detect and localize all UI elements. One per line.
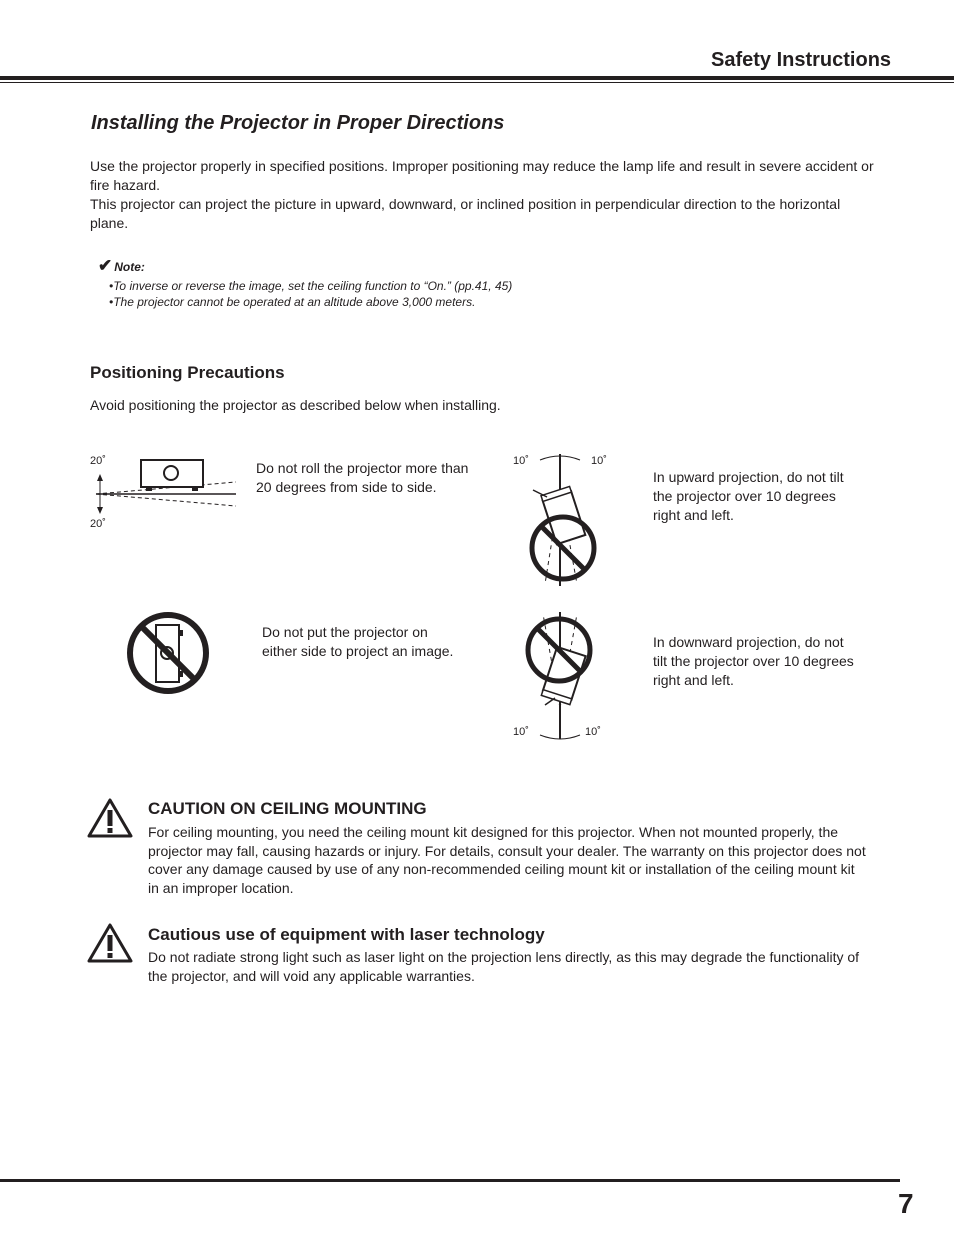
footer-rule — [0, 1179, 900, 1182]
note-line-1: •To inverse or reverse the image, set the ceiling function to “On.” (pp.41, 45) — [109, 279, 513, 293]
upward-diagram — [515, 450, 615, 590]
checkmark-icon: ✔ — [98, 256, 113, 275]
downward-text: In downward projection, do not tilt the projector over 10 degrees right and left. — [653, 634, 854, 688]
side-text: Do not put the projector on either side to project an image. — [262, 624, 454, 659]
caution-laser-body: Do not radiate strong light such as laser light on the projection lens directly, as this may degrade the functionality of the projector, and will void any applicable warranties. — [148, 949, 860, 984]
intro-paragraph-2: This projector can project the picture in upward, downward, or inclined position in perpendicular direction to the horizontal plane. — [90, 196, 841, 231]
header-rule — [0, 76, 954, 80]
section-title: Installing the Projector in Proper Directions — [91, 112, 505, 134]
caution-ceiling-title: CAUTION ON CEILING MOUNTING — [148, 799, 427, 818]
header-title: Safety Instructions — [711, 49, 892, 71]
upward-angle-right: 10˚ — [591, 455, 607, 467]
page-number: 7 — [898, 1188, 914, 1219]
header-rule-thin — [0, 82, 954, 83]
caution-ceiling-body: For ceiling mounting, you need the ceiling mount kit designed for this projector. When not mounted properly, the projector may fall, causing hazards or injury. For details, consult your dealer. The warranty on this projector does not cover any damage caused by use of any non-recommended ceiling mount kit or installation of the ceiling mount kit in an improper location. — [148, 824, 866, 896]
roll-diagram — [88, 452, 243, 537]
downward-angle-left: 10˚ — [513, 726, 529, 738]
intro-paragraph-1: Use the projector properly in specified positions. Improper positioning may reduce the lamp life and result in severe accident or fire hazard. — [90, 158, 874, 193]
roll-angle-top: 20˚ — [90, 455, 106, 467]
side-diagram — [125, 608, 215, 698]
positioning-title: Positioning Precautions — [90, 363, 285, 382]
roll-angle-bottom: 20˚ — [90, 518, 106, 530]
downward-angle-right: 10˚ — [585, 726, 601, 738]
note-label: ✔ Note: — [98, 256, 145, 275]
downward-diagram — [515, 608, 615, 743]
warning-icon — [87, 922, 133, 964]
positioning-intro: Avoid positioning the projector as described below when installing. — [90, 397, 501, 413]
note-line-2: •The projector cannot be operated at an altitude above 3,000 meters. — [109, 295, 476, 309]
warning-icon — [87, 797, 133, 839]
upward-angle-left: 10˚ — [513, 455, 529, 467]
roll-text: Do not roll the projector more than 20 degrees from side to side. — [256, 460, 469, 495]
upward-text: In upward projection, do not tilt the projector over 10 degrees right and left. — [653, 469, 844, 523]
caution-laser-title: Cautious use of equipment with laser technology — [148, 925, 545, 944]
